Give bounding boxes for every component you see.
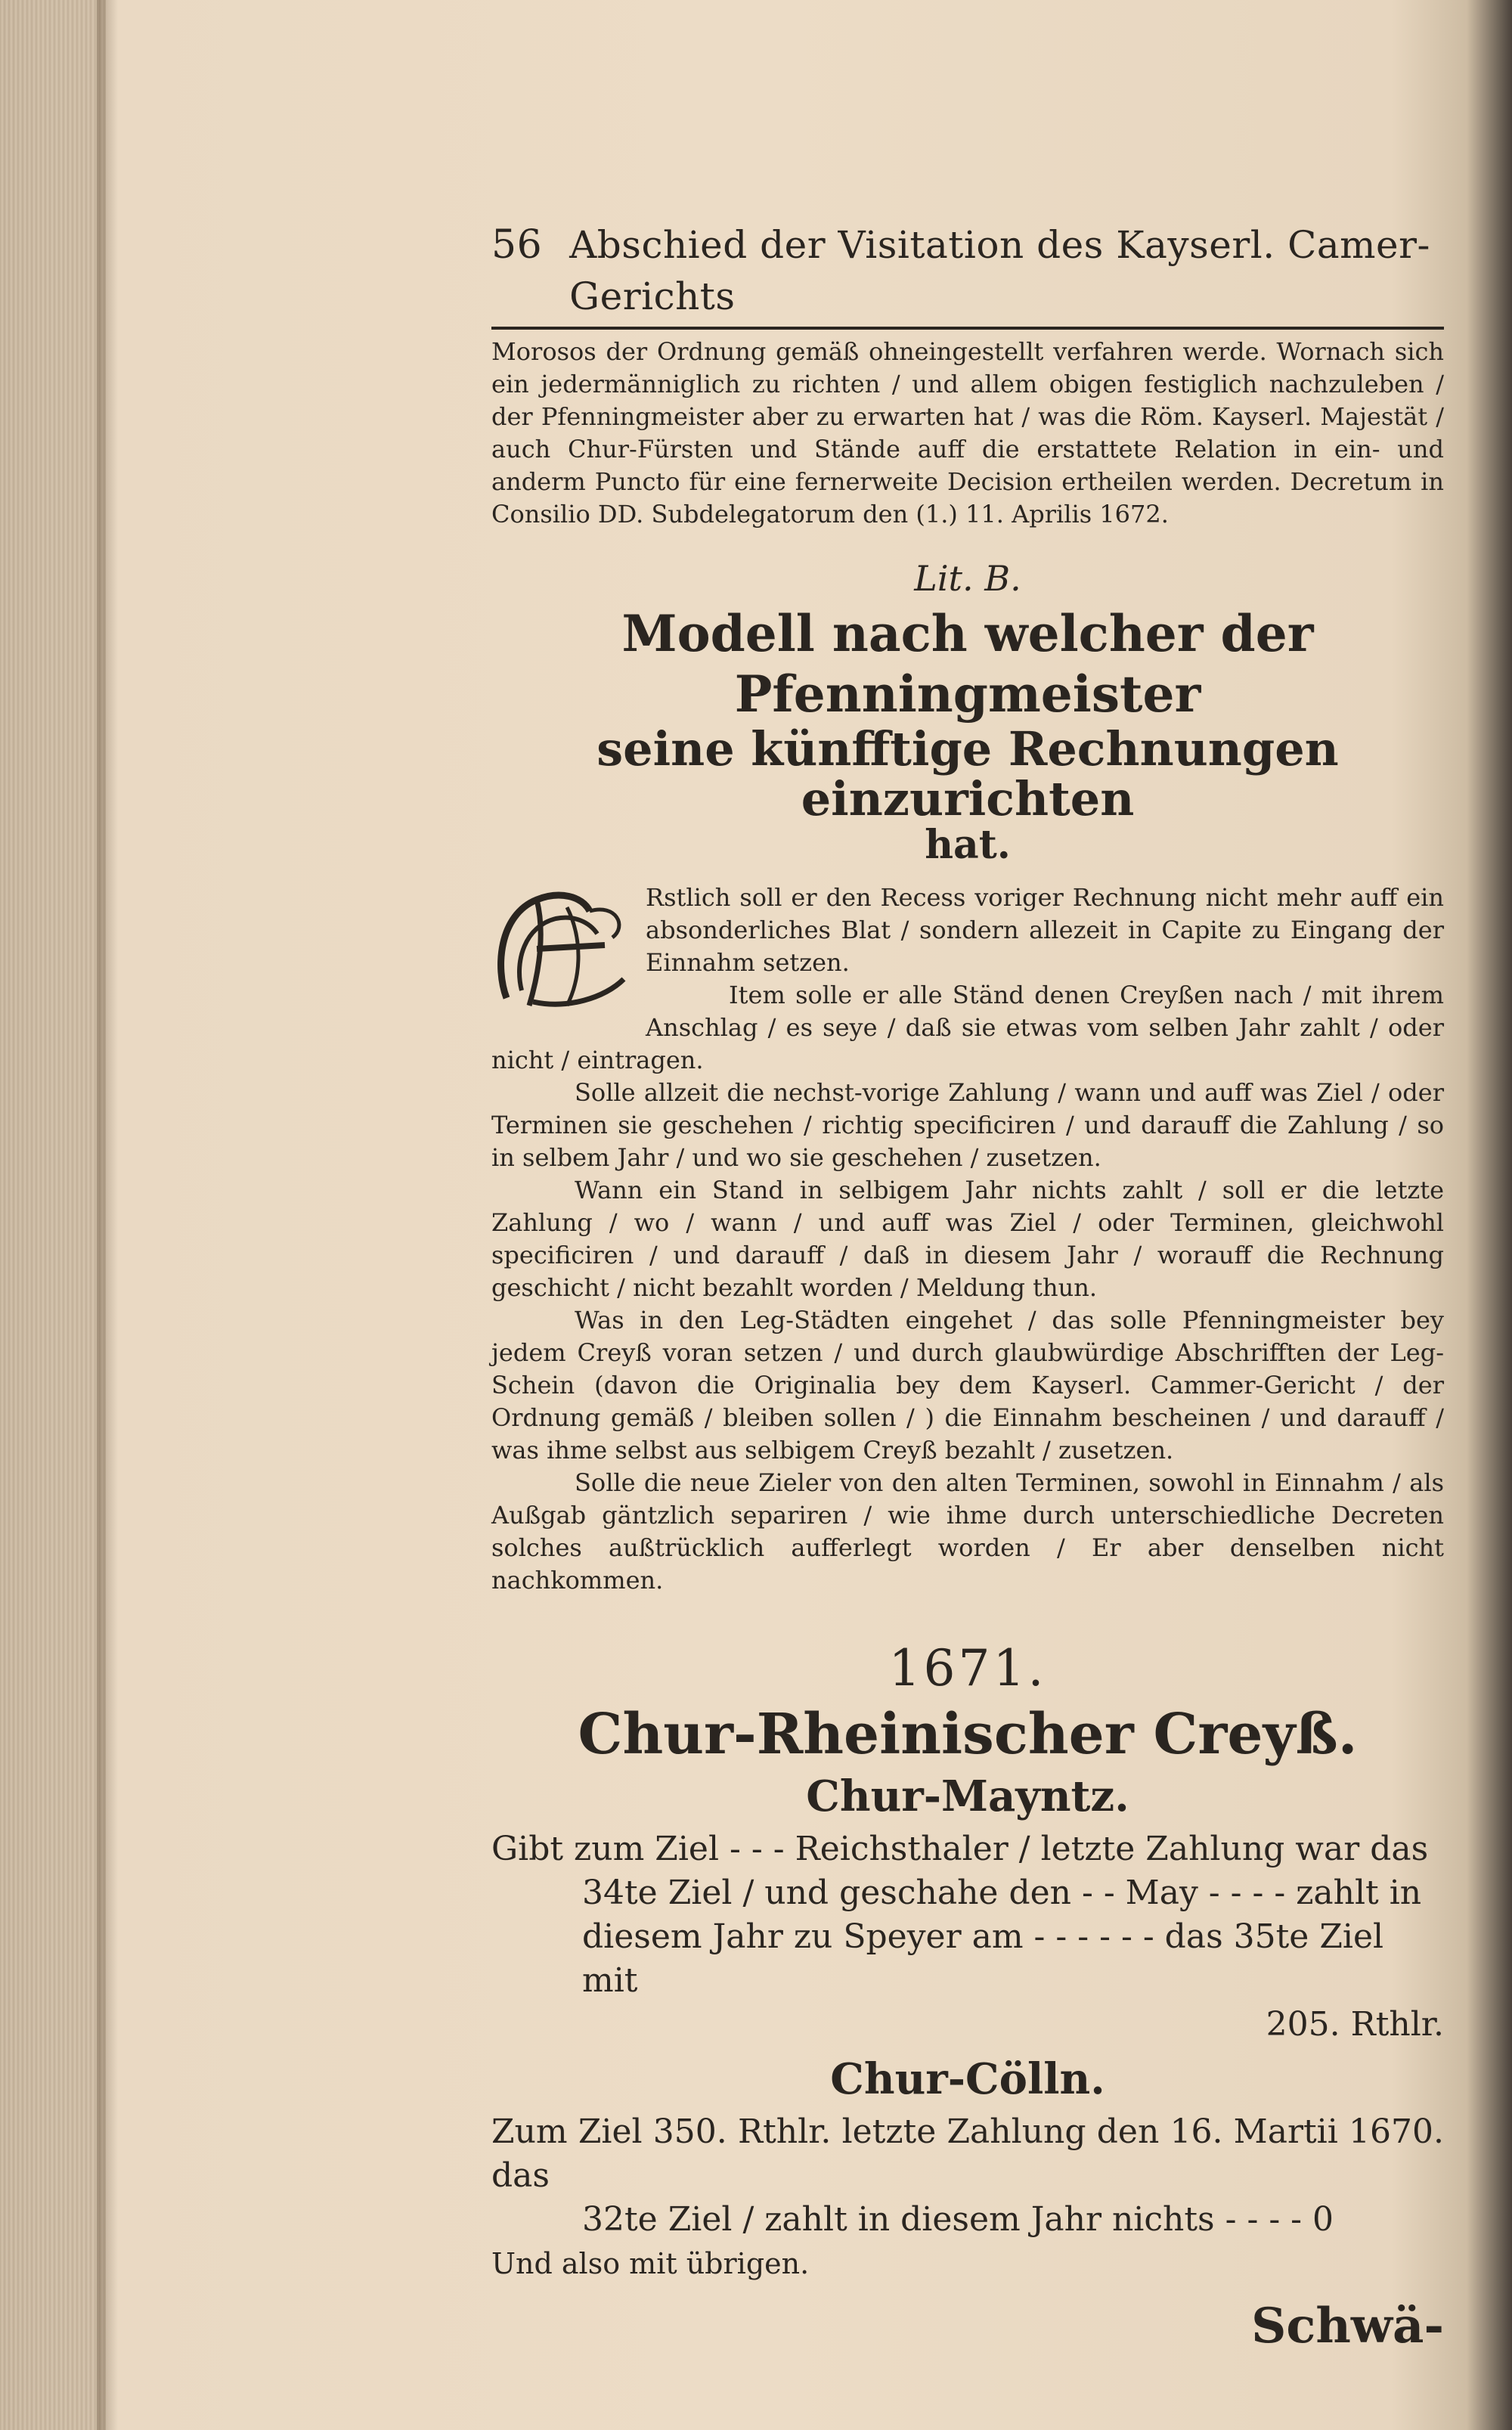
ledger-year: 1671. — [888, 1639, 1047, 1697]
running-title: Abschied der Visitation des Kayserl. Camer-Gerichts — [569, 223, 1430, 318]
page-number: 56 — [491, 222, 543, 268]
ledger-entry-line: diesem Jahr zu Speyer am - - - - - - das 35te Ziel mit — [582, 1917, 1384, 2000]
article-paragraph-1: Rstlich soll er den Recess voriger Rechnung nicht mehr auff ein absonderliches Blat / sondern allezeit in Capite zu Eingang der Einnahm setzen. — [646, 883, 1444, 977]
ledger-circle-heading: Chur-Rheinischer Creyß. — [578, 1702, 1358, 1767]
ledger-entry-line: Zum Ziel 350. Rthlr. letzte Zahlung den 16. Martii 1670. das — [491, 2112, 1444, 2195]
article-paragraph-4: Wann ein Stand in selbigem Jahr nichts zahlt / soll er die letzte Zahlung / wo / wann / und auff was Ziel / oder Terminen, gleichwohl specificiren / und darauff / daß in diesem Jahr / worauff die Rechnung geschicht / nicht bezahlt worden / Meldung thun. — [491, 1176, 1444, 1302]
ledger-closing-note: Und also mit übrigen. — [491, 2247, 810, 2280]
section-title-line-3: hat. — [925, 822, 1011, 868]
ledger-entry-heading: Chur-Cölln. — [830, 2054, 1105, 2104]
ledger-entry-line: 32te Ziel / zahlt in diesem Jahr nichts - - - - 0 — [582, 2200, 1334, 2239]
articles-block — [491, 882, 1444, 1597]
ornament-initial-icon — [491, 885, 635, 1013]
ledger-entry-line: Gibt zum Ziel - - - Reichsthaler / letzte Zahlung war das — [491, 1830, 1429, 1868]
article-paragraph-2: Item solle er alle Ständ denen Creyßen nach / mit ihrem Anschlag / es seye / daß sie etwas vom selben Jahr zahlt / oder nicht / eintragen. — [491, 981, 1444, 1074]
page-header — [491, 219, 1444, 330]
section-label: Lit. B. — [914, 558, 1021, 599]
decorated-initial — [491, 885, 635, 1013]
opening-paragraph: Morosos der Ordnung gemäß ohneingestellt verfahren werde. Wornach sich ein jedermänniglich zu richten / und allem obigen festiglich nachzuleben / der Pfenningmeister aber zu erwarten hat / was die Röm. Kayserl. Majestät / auch Chur-Fürsten und Stände auff die erstattete Relation in ein- und anderm Puncto für eine fernerweite Decision ertheilen werden. Decretum in Consilio DD. Subdelegatorum den (1.) 11. Aprilis 1672. — [491, 337, 1444, 528]
article-paragraph-3: Solle allzeit die nechst-vorige Zahlung / wann und auff was Ziel / oder Terminen sie geschehen / richtig specificiren / und darauff die Zahlung / so in selbem Jahr / und wo sie geschehen / zusetzen. — [491, 1078, 1444, 1172]
article-paragraph-6: Solle die neue Zieler von den alten Terminen, sowohl in Einnahm / als Außgab gäntzlich separiren / wie ihme durch unterschiedliche Decreten solches außtrücklich aufferlegt worden / Er aber denselben nicht nachkommen. — [491, 1468, 1444, 1595]
printed-page — [491, 219, 1444, 2354]
catchword: Schwä- — [1251, 2298, 1444, 2354]
ledger-entry-line: 34te Ziel / und geschahe den - - May - - - - zahlt in — [582, 1874, 1422, 1912]
ledger-entry-heading: Chur-Mayntz. — [806, 1771, 1129, 1821]
ledger-entry-amount: 205. Rthlr. — [1266, 2005, 1444, 2044]
section-title-line-1: Modell nach welcher der Pfenningmeister — [621, 604, 1314, 724]
book-gutter-shadow — [97, 0, 118, 2430]
section-title-line-2: seine künfftige Rechnungen einzurichten — [596, 721, 1339, 826]
article-paragraph-5: Was in den Leg-Städten eingehet / das solle Pfenningmeister bey jedem Creyß voran setzen / und durch glaubwürdige Abschrifften der Leg-Schein (davon die Originalia bey dem Kayserl. Cammer-Gericht / der Ordnung gemäß / bleiben sollen / ) die Einnahm bescheinen / und darauff / was ihme selbst aus selbigem Creyß bezahlt / zusetzen. — [491, 1306, 1444, 1465]
book-page-edges — [0, 0, 106, 2430]
